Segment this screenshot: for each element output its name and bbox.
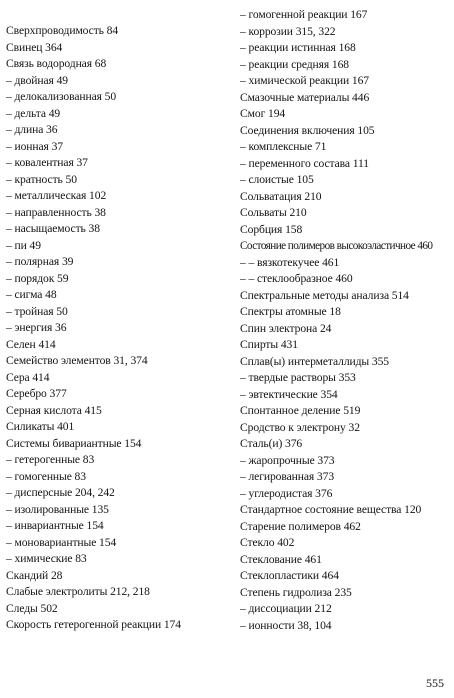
index-entry: Системы бивариантные 154 — [6, 436, 142, 450]
index-entry: – металлическая 102 — [6, 189, 107, 202]
index-entry: – инвариантные 154 — [6, 519, 104, 532]
index-entry: Селен 414 — [6, 337, 56, 351]
index-entry: – моновариантные 154 — [6, 535, 117, 549]
index-entry: – реакции истинная 168 — [240, 41, 356, 54]
index-column-right — [240, 7, 452, 634]
index-entry: – комплексные 71 — [240, 140, 327, 153]
index-entry: – длина 36 — [6, 123, 58, 136]
index-entry: Спин электрона 24 — [240, 321, 332, 335]
index-entry: Слабые электролиты 212, 218 — [6, 585, 150, 598]
page-number: 555 — [426, 676, 444, 690]
index-entry: Спирты 431 — [240, 338, 298, 351]
index-entry: Семейство элементов 31, 374 — [6, 354, 148, 367]
index-entry: Сталь(и) 376 — [240, 437, 303, 450]
index-entry: Сера 414 — [6, 370, 50, 384]
index-entry: – диссоциации 212 — [240, 602, 332, 615]
index-entry: – тройная 50 — [6, 304, 68, 318]
index-entry: – делокализованная 50 — [6, 90, 117, 103]
index-entry: – ковалентная 37 — [6, 156, 88, 169]
index-entry: – полярная 39 — [6, 255, 74, 268]
index-entry: – – вязкотекучее 461 — [240, 255, 340, 269]
index-entry: – кратность 50 — [6, 172, 77, 186]
index-entry: – переменного состава 111 — [240, 156, 369, 170]
index-entry: Свинец 364 — [6, 40, 63, 54]
index-entry: – двойная 49 — [6, 73, 68, 87]
index-entry: Соединения включения 105 — [240, 123, 375, 137]
index-entry: – эвтектические 354 — [240, 387, 338, 401]
index-entry: – химические 83 — [6, 552, 87, 565]
index-entry: Старение полимеров 462 — [240, 519, 361, 533]
index-entry: Связь водородная 68 — [6, 57, 107, 70]
index-entry: Сольватация 210 — [240, 189, 322, 203]
index-entry: Спектры атомные 18 — [240, 305, 341, 318]
index-entry: – гомогенные 83 — [6, 469, 86, 483]
index-entry: Серная кислота 415 — [6, 403, 102, 417]
index-entry: Смог 194 — [240, 107, 286, 120]
index-entry: – изолированные 135 — [6, 502, 109, 516]
index-entry: – энергия 36 — [6, 321, 67, 334]
index-entry: – легированная 373 — [240, 470, 335, 483]
index-entry: – слоистые 105 — [240, 173, 314, 186]
index-entry: Сольваты 210 — [240, 206, 307, 219]
index-entry: Следы 502 — [6, 601, 58, 615]
index-entry: – направленность 38 — [6, 205, 106, 219]
index-column-left — [6, 23, 231, 634]
index-entry: Сверхпроводимость 84 — [6, 24, 119, 37]
index-entry: – жаропрочные 373 — [240, 453, 335, 467]
index-entry: – пи 49 — [6, 238, 41, 252]
index-entry: – – стеклообразное 460 — [240, 272, 353, 285]
index-entry: Спонтанное деление 519 — [240, 404, 361, 417]
index-entry: Сорбция 158 — [240, 222, 303, 236]
index-entry: – коррозии 315, 322 — [240, 24, 336, 38]
index-entry: – дисперсные 204, 242 — [6, 486, 115, 499]
index-entry: Спектральные методы анализа 514 — [240, 288, 409, 302]
index-entry: Степень гидролиза 235 — [240, 585, 352, 599]
index-entry: – гомогенной реакции 167 — [240, 8, 368, 21]
index-entry: Силикаты 401 — [6, 420, 75, 433]
index-entry: – ионная 37 — [6, 139, 63, 153]
index-entry: – химической реакции 167 — [240, 74, 369, 87]
index-entry: Скандий 28 — [6, 568, 63, 582]
index-entry: – порядок 59 — [6, 271, 69, 285]
index-entry: Стекло 402 — [240, 536, 295, 549]
index-entry: – сигма 48 — [6, 288, 57, 301]
index-entry: – углеродистая 376 — [240, 486, 333, 500]
index-entry: – дельта 49 — [6, 106, 61, 120]
index-entry: Сплав(ы) интерметаллиды 355 — [240, 354, 389, 368]
index-entry: Серебро 377 — [6, 387, 67, 400]
index-entry: Стеклование 461 — [240, 552, 322, 566]
index-entry: Сродство к электрону 32 — [240, 420, 360, 434]
index-entry: – гетерогенные 83 — [6, 453, 95, 466]
index-entry: – насыщаемость 38 — [6, 222, 100, 235]
index-entry: Скорость гетерогенной реакции 174 — [6, 618, 181, 631]
index-entry: Смазочные материалы 446 — [240, 90, 370, 104]
index-entry: – твердые растворы 353 — [240, 371, 356, 384]
index-entry: Стандартное состояние вещества 120 — [240, 503, 422, 516]
index-entry: Стеклопластики 464 — [240, 569, 339, 582]
index-entry: Состояние полимеров высокоэластичное 460 — [240, 240, 433, 252]
index-entry: – реакции средняя 168 — [240, 57, 349, 71]
index-entry: – ионности 38, 104 — [240, 618, 332, 632]
